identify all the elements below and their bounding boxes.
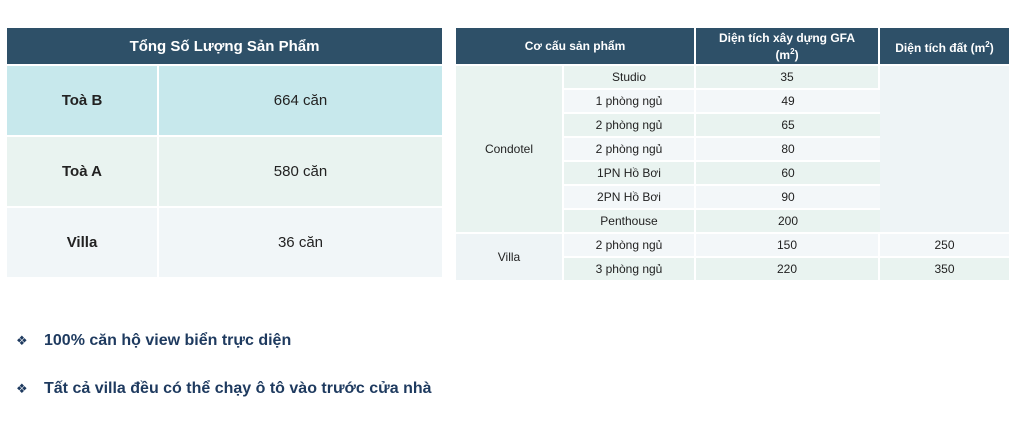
diamond-bullet-icon: ❖: [16, 333, 28, 348]
gfa-unit-close: ): [794, 47, 799, 62]
unit-type: 3 phòng ngủ: [564, 256, 696, 280]
gfa-value: 65: [696, 112, 880, 136]
gfa-value: 60: [696, 160, 880, 184]
unit-type: 2 phòng ngủ: [564, 112, 696, 136]
group-condotel: Condotel: [456, 64, 564, 232]
land-unit-close: ): [989, 40, 994, 55]
highlights-list: [16, 330, 432, 426]
list-item: [16, 378, 432, 400]
highlight-text: Tất cả villa đều có thể chạy ô tô vào trước cửa nhà: [44, 380, 432, 397]
unit-type: Penthouse: [564, 208, 696, 232]
gfa-value: 150: [696, 232, 880, 256]
unit-type: 1PN Hồ Bơi: [564, 160, 696, 184]
building-name: Villa: [7, 206, 159, 277]
unit-type: 1 phòng ngủ: [564, 88, 696, 112]
structure-header: Cơ cấu sản phẩm: [456, 28, 696, 64]
gfa-value: 90: [696, 184, 880, 208]
unit-count: 580 căn: [159, 135, 442, 206]
unit-type: 2 phòng ngủ: [564, 136, 696, 160]
land-unit-sup: 2: [985, 39, 990, 49]
diamond-bullet-icon: ❖: [16, 381, 28, 396]
land-value: 350: [880, 256, 1009, 280]
table-row: [7, 206, 442, 277]
gfa-unit: (m: [775, 47, 791, 62]
gfa-value: 220: [696, 256, 880, 280]
product-count-table: [7, 28, 442, 277]
land-header: [880, 28, 1009, 64]
gfa-header-label: Diện tích xây dựng GFA: [718, 30, 856, 45]
product-structure-table: [456, 28, 1009, 280]
product-count-header: Tổng Số Lượng Sản Phẩm: [7, 28, 442, 64]
gfa-unit-sup: 2: [790, 46, 795, 56]
unit-type: 2PN Hồ Bơi: [564, 184, 696, 208]
table-row: [456, 232, 1009, 256]
highlight-text: 100% căn hộ view biển trực diện: [44, 332, 292, 349]
land-value: 250: [880, 232, 1009, 256]
building-name: Toà A: [7, 135, 159, 206]
unit-count: 664 căn: [159, 64, 442, 135]
unit-type: Studio: [564, 64, 696, 88]
group-villa: Villa: [456, 232, 564, 280]
gfa-value: 49: [696, 88, 880, 112]
unit-type: 2 phòng ngủ: [564, 232, 696, 256]
table-row: [7, 64, 442, 135]
building-name: Toà B: [7, 64, 159, 135]
table-row: [7, 135, 442, 206]
gfa-value: 200: [696, 208, 880, 232]
gfa-value: 35: [696, 64, 880, 88]
gfa-header: [696, 28, 880, 64]
unit-count: 36 căn: [159, 206, 442, 277]
land-value-empty: [880, 64, 1009, 232]
land-header-label: Diện tích đất (m: [895, 40, 986, 55]
table-row: [456, 64, 1009, 88]
list-item: [16, 330, 432, 352]
gfa-value: 80: [696, 136, 880, 160]
